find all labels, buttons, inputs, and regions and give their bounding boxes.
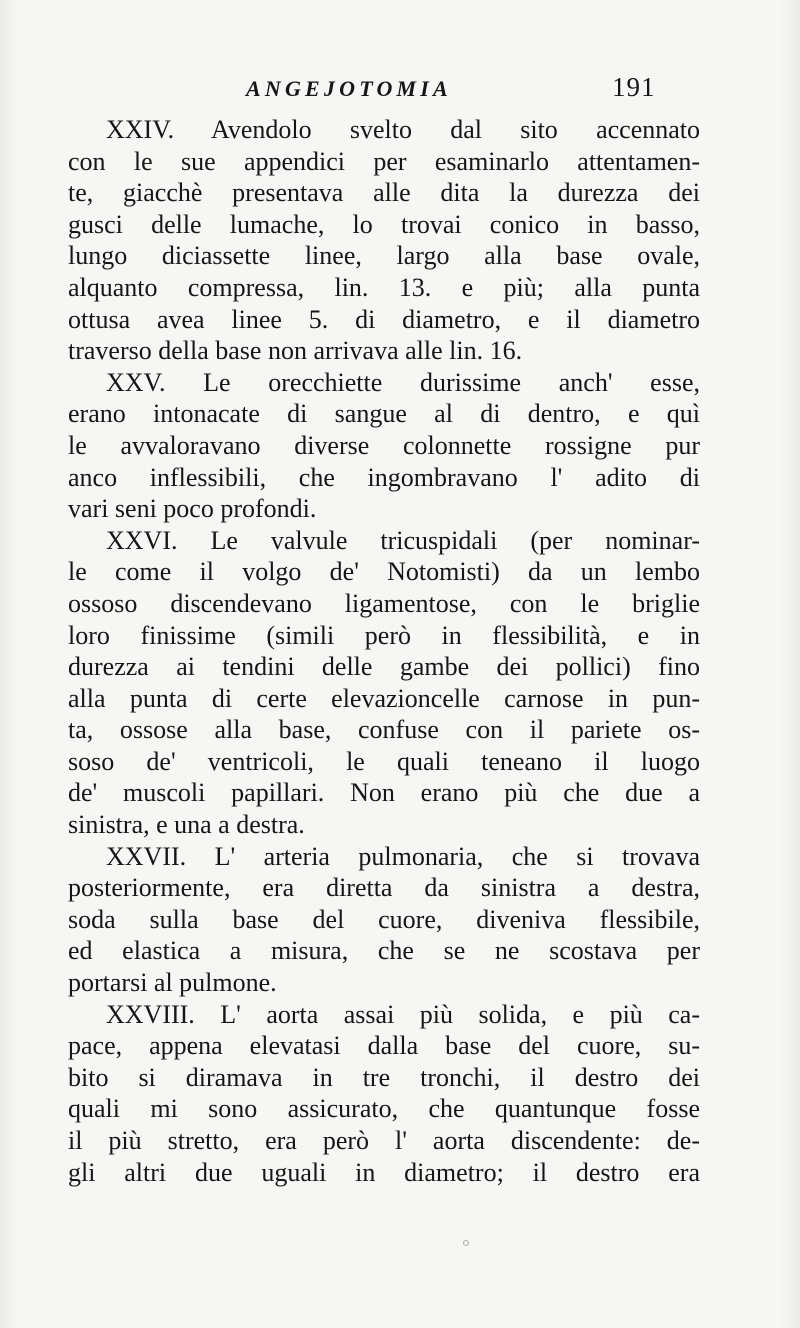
text-line: ottusa avea linee 5. di diametro, e il diametro — [68, 304, 700, 334]
text-line: soda sulla base del cuore, diveniva flessibile, — [68, 904, 700, 934]
text-line: de' muscoli papillari. Non erano più che due a — [68, 778, 700, 808]
text-line: portarsi al pulmone. — [68, 968, 277, 998]
text-line: XXIV. Avendolo svelto dal sito accennato — [106, 115, 700, 144]
text-line: durezza ai tendini delle gambe dei pollici) fino — [68, 652, 700, 682]
text-line: traverso della base non arrivava alle lin. 16. — [68, 336, 523, 366]
text-line: gusci delle lumache, lo trovai conico in basso, — [68, 209, 700, 239]
body-text — [68, 114, 700, 1188]
text-line: vari seni poco profondi. — [68, 494, 317, 524]
page-header — [0, 72, 800, 112]
text-line: le avvaloravano diverse colonnette rossigne pur — [68, 430, 700, 460]
text-line: ossoso discendevano ligamentose, con le briglie — [68, 588, 700, 618]
text-line: bito si diramava in tre tronchi, il destro dei — [68, 1062, 700, 1092]
text-line: sinistra, e una a destra. — [68, 810, 305, 840]
text-line: pace, appena elevatasi dalla base del cuore, su- — [68, 1031, 700, 1061]
text-line: loro finissime (simili però in flessibilità, e in — [68, 620, 700, 650]
text-line: XXVII. L' arteria pulmonaria, che si trovava — [106, 841, 700, 871]
text-line: XXVIII. L' aorta assai più solida, e più ca- — [106, 999, 700, 1029]
text-line: alquanto compressa, lin. 13. e più; alla punta — [68, 272, 700, 302]
text-line: lungo diciassette linee, largo alla base ovale, — [68, 241, 700, 271]
text-line: XXVI. Le valvule tricuspidali (per nominar- — [106, 525, 700, 555]
text-line: soso de' ventricoli, le quali teneano il luogo — [68, 746, 700, 776]
text-line: il più stretto, era però l' aorta discendente: de- — [68, 1126, 700, 1155]
text-line: quali mi sono assicurato, che quantunque fosse — [68, 1094, 700, 1124]
text-line: con le sue appendici per esaminarlo attentamen- — [68, 146, 700, 176]
text-line: posteriormente, era diretta da sinistra a destra, — [68, 873, 700, 903]
running-title: ANGEJOTOMIA — [246, 76, 452, 101]
text-line: gli altri due uguali in diametro; il destro era — [68, 1157, 700, 1187]
text-line: ed elastica a misura, che se ne scostava per — [68, 936, 700, 966]
text-line: le come il volgo de' Notomisti) da un lembo — [68, 557, 700, 587]
text-line: te, giacchè presentava alle dita la durezza dei — [68, 178, 700, 208]
paper-speck — [463, 1240, 469, 1246]
text-line: ta, ossose alla base, confuse con il pariete os- — [68, 715, 700, 745]
text-line: anco inflessibili, che ingombravano l' adito di — [68, 462, 700, 492]
text-line: erano intonacate di sangue al di dentro, e quì — [68, 399, 700, 429]
page-number: 191 — [612, 72, 656, 102]
text-line: XXV. Le orecchiette durissime anch' esse, — [106, 367, 700, 397]
text-line: alla punta di certe elevazioncelle carnose in pun- — [68, 683, 700, 713]
